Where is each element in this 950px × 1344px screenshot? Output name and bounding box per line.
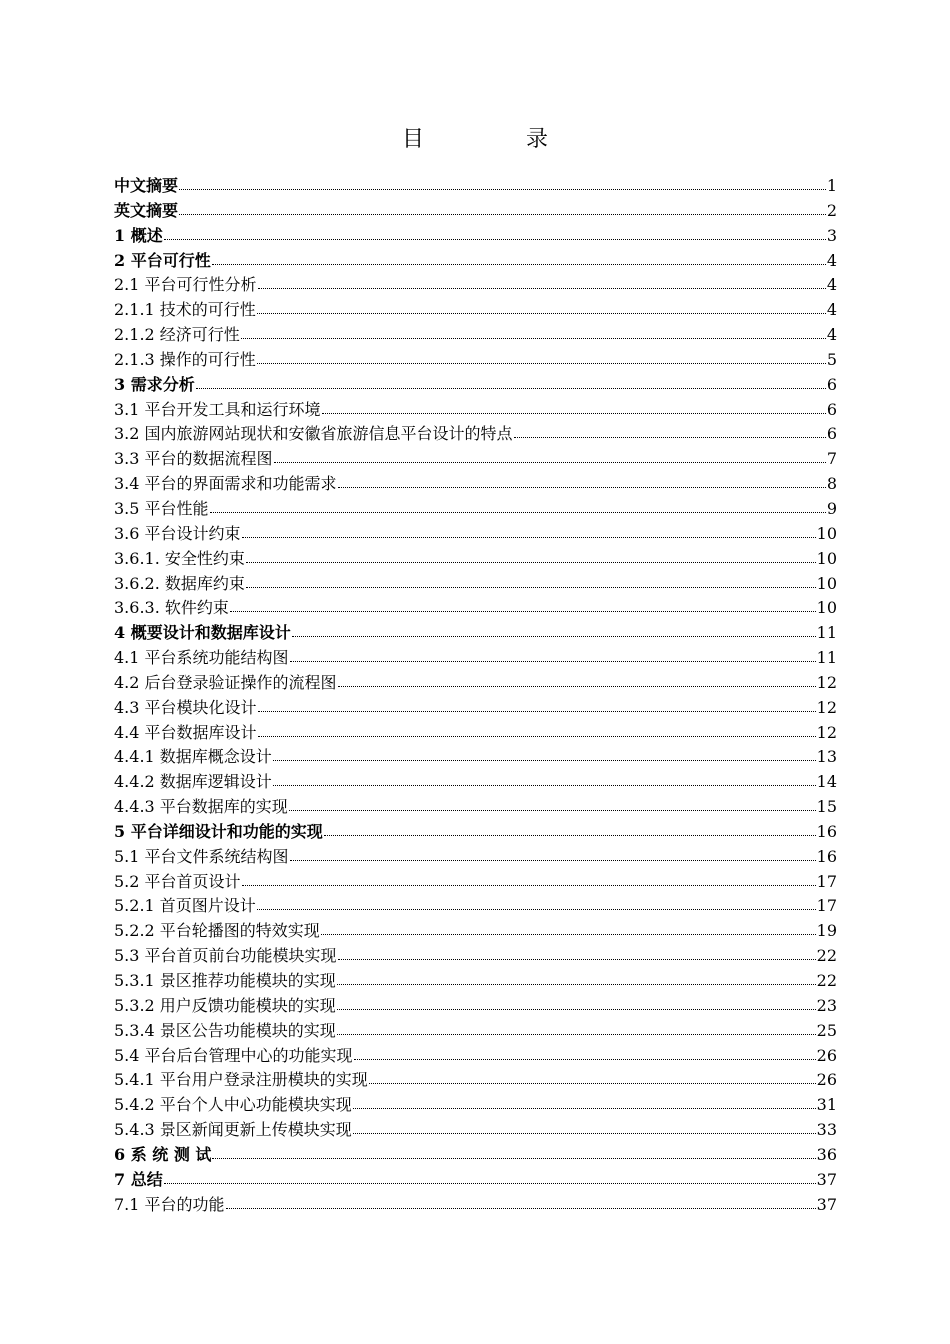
toc-entry-label: 3.6.1. 安全性约束 — [114, 548, 245, 568]
toc-entry[interactable] — [114, 199, 837, 224]
toc-dot-leader — [179, 175, 826, 191]
toc-entry-page: 26 — [816, 1045, 837, 1065]
toc-entry-page: 19 — [816, 921, 837, 941]
toc-entry-page: 22 — [816, 946, 837, 966]
toc-entry-label: 3.4 平台的界面需求和功能需求 — [114, 474, 337, 494]
toc-entry-page: 3 — [826, 225, 837, 245]
toc-entry-label: 5.4.3 景区新闻更新上传模块实现 — [114, 1120, 352, 1140]
toc-dot-leader — [274, 448, 826, 464]
toc-dot-leader — [324, 821, 816, 837]
toc-entry-page: 14 — [816, 772, 837, 792]
toc-entry-label: 2 平台可行性 — [114, 250, 211, 270]
toc-entry[interactable] — [114, 795, 837, 820]
toc-entry-label: 4.4 平台数据库设计 — [114, 722, 257, 742]
toc-entry-label: 3.1 平台开发工具和运行环境 — [114, 399, 321, 419]
toc-entry[interactable] — [114, 1168, 837, 1193]
toc-dot-leader — [257, 299, 826, 315]
toc-entry-label: 5.2.2 平台轮播图的特效实现 — [114, 921, 320, 941]
toc-entry[interactable] — [114, 522, 837, 547]
toc-entry-label: 3.6.3. 软件约束 — [114, 598, 229, 618]
toc-entry[interactable] — [114, 1044, 837, 1069]
toc-entry-label: 3.2 国内旅游网站现状和安徽省旅游信息平台设计的特点 — [114, 424, 513, 444]
toc-entry-label: 5.3 平台首页前台功能模块实现 — [114, 946, 337, 966]
toc-dot-leader — [258, 722, 816, 738]
toc-entry-label: 3.6.2. 数据库约束 — [114, 573, 245, 593]
toc-entry-label: 5.4.1 平台用户登录注册模块的实现 — [114, 1070, 368, 1090]
toc-entry[interactable] — [114, 298, 837, 323]
toc-dot-leader — [179, 200, 826, 216]
toc-dot-leader — [322, 399, 826, 415]
toc-entry-page: 4 — [826, 250, 837, 270]
toc-entry-page: 12 — [816, 722, 837, 742]
toc-entry-label: 5.3.4 景区公告功能模块的实现 — [114, 1020, 336, 1040]
toc-title: 目 录 — [401, 127, 588, 152]
toc-entry-label: 3.6 平台设计约束 — [114, 523, 241, 543]
toc-entry[interactable] — [114, 1019, 837, 1044]
toc-entry-page: 8 — [826, 474, 837, 494]
toc-entry-page: 5 — [826, 349, 837, 369]
toc-entry-page: 10 — [816, 523, 837, 543]
toc-dot-leader — [337, 970, 816, 986]
toc-dot-leader — [258, 274, 826, 290]
toc-entry-page: 37 — [816, 1194, 837, 1214]
toc-entry-page: 13 — [816, 747, 837, 767]
toc-entry-page: 17 — [816, 871, 837, 891]
table-of-contents — [114, 174, 837, 1217]
toc-entry-page: 26 — [816, 1070, 837, 1090]
toc-dot-leader — [246, 548, 816, 564]
toc-entry-page: 7 — [826, 449, 837, 469]
toc-entry[interactable] — [114, 870, 837, 895]
toc-dot-leader — [321, 920, 816, 936]
toc-dot-leader — [241, 324, 826, 340]
toc-dot-leader — [337, 1020, 816, 1036]
toc-entry-label: 3.3 平台的数据流程图 — [114, 449, 273, 469]
toc-entry-page: 31 — [816, 1095, 837, 1115]
toc-entry[interactable] — [114, 820, 837, 845]
toc-entry[interactable] — [114, 497, 837, 522]
toc-entry[interactable] — [114, 969, 837, 994]
toc-entry[interactable] — [114, 398, 837, 423]
toc-dot-leader — [290, 647, 816, 663]
toc-entry-page: 9 — [826, 498, 837, 518]
toc-entry-label: 4 概要设计和数据库设计 — [114, 623, 291, 643]
toc-entry[interactable] — [114, 721, 837, 746]
toc-entry-page: 12 — [816, 672, 837, 692]
toc-dot-leader — [273, 771, 816, 787]
toc-entry-page: 6 — [826, 374, 837, 394]
toc-entry-label: 6 系 统 测 试 — [114, 1144, 212, 1164]
toc-dot-leader — [289, 796, 816, 812]
toc-entry-label: 5.2.1 首页图片设计 — [114, 896, 256, 916]
toc-entry[interactable] — [114, 696, 837, 721]
toc-entry[interactable] — [114, 621, 837, 646]
toc-entry[interactable] — [114, 373, 837, 398]
toc-entry-page: 1 — [826, 176, 837, 195]
toc-dot-leader — [246, 573, 816, 589]
toc-entry-page: 4 — [826, 325, 837, 345]
toc-entry-label: 5.3.1 景区推荐功能模块的实现 — [114, 971, 336, 990]
toc-entry[interactable] — [114, 845, 837, 870]
toc-dot-leader — [337, 995, 816, 1011]
toc-entry-page: 10 — [816, 598, 837, 618]
toc-dot-leader — [164, 1169, 816, 1185]
toc-entry-page: 17 — [816, 896, 837, 916]
toc-entry-page: 22 — [816, 971, 837, 990]
toc-dot-leader — [257, 349, 826, 365]
toc-entry-page: 6 — [826, 399, 837, 419]
toc-entry-page: 15 — [816, 797, 837, 817]
toc-entry[interactable] — [114, 646, 837, 671]
toc-entry[interactable] — [114, 174, 837, 199]
toc-entry[interactable] — [114, 572, 837, 597]
toc-dot-leader — [212, 250, 826, 266]
toc-entry-label: 2.1.1 技术的可行性 — [114, 300, 256, 320]
toc-dot-leader — [212, 1144, 815, 1160]
toc-dot-leader — [290, 846, 816, 862]
toc-entry[interactable] — [114, 472, 837, 497]
toc-entry[interactable] — [114, 745, 837, 770]
toc-entry-label: 4.1 平台系统功能结构图 — [114, 648, 289, 668]
toc-entry-page: 25 — [816, 1020, 837, 1040]
toc-entry-label: 5.2 平台首页设计 — [114, 871, 241, 891]
toc-entry-label: 4.3 平台模块化设计 — [114, 697, 257, 717]
toc-dot-leader — [210, 498, 826, 514]
toc-entry[interactable] — [114, 994, 837, 1019]
toc-entry[interactable] — [114, 1068, 837, 1093]
toc-dot-leader — [242, 523, 816, 539]
toc-entry-label: 5.1 平台文件系统结构图 — [114, 846, 289, 866]
toc-entry-page: 16 — [816, 846, 837, 866]
toc-entry-label: 5.4.2 平台个人中心功能模块实现 — [114, 1095, 352, 1115]
toc-entry-page: 6 — [826, 424, 837, 444]
toc-entry[interactable] — [114, 944, 837, 969]
toc-dot-leader — [354, 1045, 816, 1061]
toc-entry-page: 4 — [826, 300, 837, 320]
toc-entry-page: 36 — [816, 1144, 837, 1164]
toc-entry[interactable] — [114, 224, 837, 249]
toc-entry-label: 7 总结 — [114, 1169, 163, 1189]
toc-entry-label: 2.1 平台可行性分析 — [114, 275, 257, 295]
toc-dot-leader — [369, 1069, 816, 1085]
toc-dot-leader — [230, 597, 816, 613]
toc-entry-label: 4.4.2 数据库逻辑设计 — [114, 772, 272, 792]
toc-entry[interactable] — [114, 447, 837, 472]
toc-dot-leader — [338, 473, 826, 489]
toc-dot-leader — [196, 374, 826, 390]
toc-entry-label: 中文摘要 — [114, 176, 179, 195]
toc-dot-leader — [353, 1094, 816, 1110]
toc-entry-label: 4.2 后台登录验证操作的流程图 — [114, 672, 337, 692]
toc-entry[interactable] — [114, 1143, 837, 1168]
toc-entry-label: 2.1.2 经济可行性 — [114, 325, 240, 345]
toc-entry-label: 3 需求分析 — [114, 374, 195, 394]
toc-entry-label: 1 概述 — [114, 225, 163, 245]
toc-entry[interactable] — [114, 348, 837, 373]
toc-dot-leader — [514, 423, 826, 439]
toc-dot-leader — [257, 895, 816, 911]
toc-entry[interactable] — [114, 919, 837, 944]
toc-dot-leader — [164, 225, 826, 241]
toc-dot-leader — [242, 871, 816, 887]
toc-dot-leader — [353, 1119, 816, 1135]
toc-entry-page: 11 — [816, 648, 837, 668]
toc-entry-label: 4.4.3 平台数据库的实现 — [114, 797, 288, 817]
toc-entry-label: 4.4.1 数据库概念设计 — [114, 747, 272, 767]
toc-entry[interactable] — [114, 249, 837, 274]
toc-entry-page: 10 — [816, 548, 837, 568]
toc-entry-page: 4 — [826, 275, 837, 295]
toc-dot-leader — [273, 746, 816, 762]
toc-entry-page: 23 — [816, 995, 837, 1015]
toc-entry-page: 11 — [816, 623, 837, 643]
toc-entry-label: 3.5 平台性能 — [114, 498, 209, 518]
toc-entry-label: 英文摘要 — [114, 200, 179, 220]
toc-entry-label: 5 平台详细设计和功能的实现 — [114, 821, 323, 841]
toc-entry-page: 10 — [816, 573, 837, 593]
toc-entry-label: 7.1 平台的功能 — [114, 1194, 225, 1214]
toc-dot-leader — [338, 945, 816, 961]
toc-dot-leader — [292, 622, 816, 638]
toc-entry[interactable] — [114, 596, 837, 621]
toc-entry[interactable] — [114, 323, 837, 348]
toc-entry-label: 2.1.3 操作的可行性 — [114, 349, 256, 369]
toc-dot-leader — [338, 672, 816, 688]
toc-entry[interactable] — [114, 1093, 837, 1118]
toc-dot-leader — [258, 697, 816, 713]
toc-entry[interactable] — [114, 422, 837, 447]
toc-dot-leader — [226, 1194, 816, 1210]
toc-entry[interactable] — [114, 1193, 837, 1218]
toc-entry-page: 2 — [826, 200, 837, 220]
toc-entry[interactable] — [114, 671, 837, 696]
toc-entry-page: 12 — [816, 697, 837, 717]
toc-entry-page: 37 — [816, 1169, 837, 1189]
toc-entry[interactable] — [114, 894, 837, 919]
toc-entry-label: 5.3.2 用户反馈功能模块的实现 — [114, 995, 336, 1015]
toc-entry-page: 33 — [816, 1120, 837, 1140]
toc-entry-page: 16 — [816, 821, 837, 841]
toc-entry[interactable] — [114, 547, 837, 572]
toc-entry[interactable] — [114, 273, 837, 298]
toc-entry-label: 5.4 平台后台管理中心的功能实现 — [114, 1045, 353, 1065]
toc-entry[interactable] — [114, 770, 837, 795]
toc-entry[interactable] — [114, 1118, 837, 1143]
